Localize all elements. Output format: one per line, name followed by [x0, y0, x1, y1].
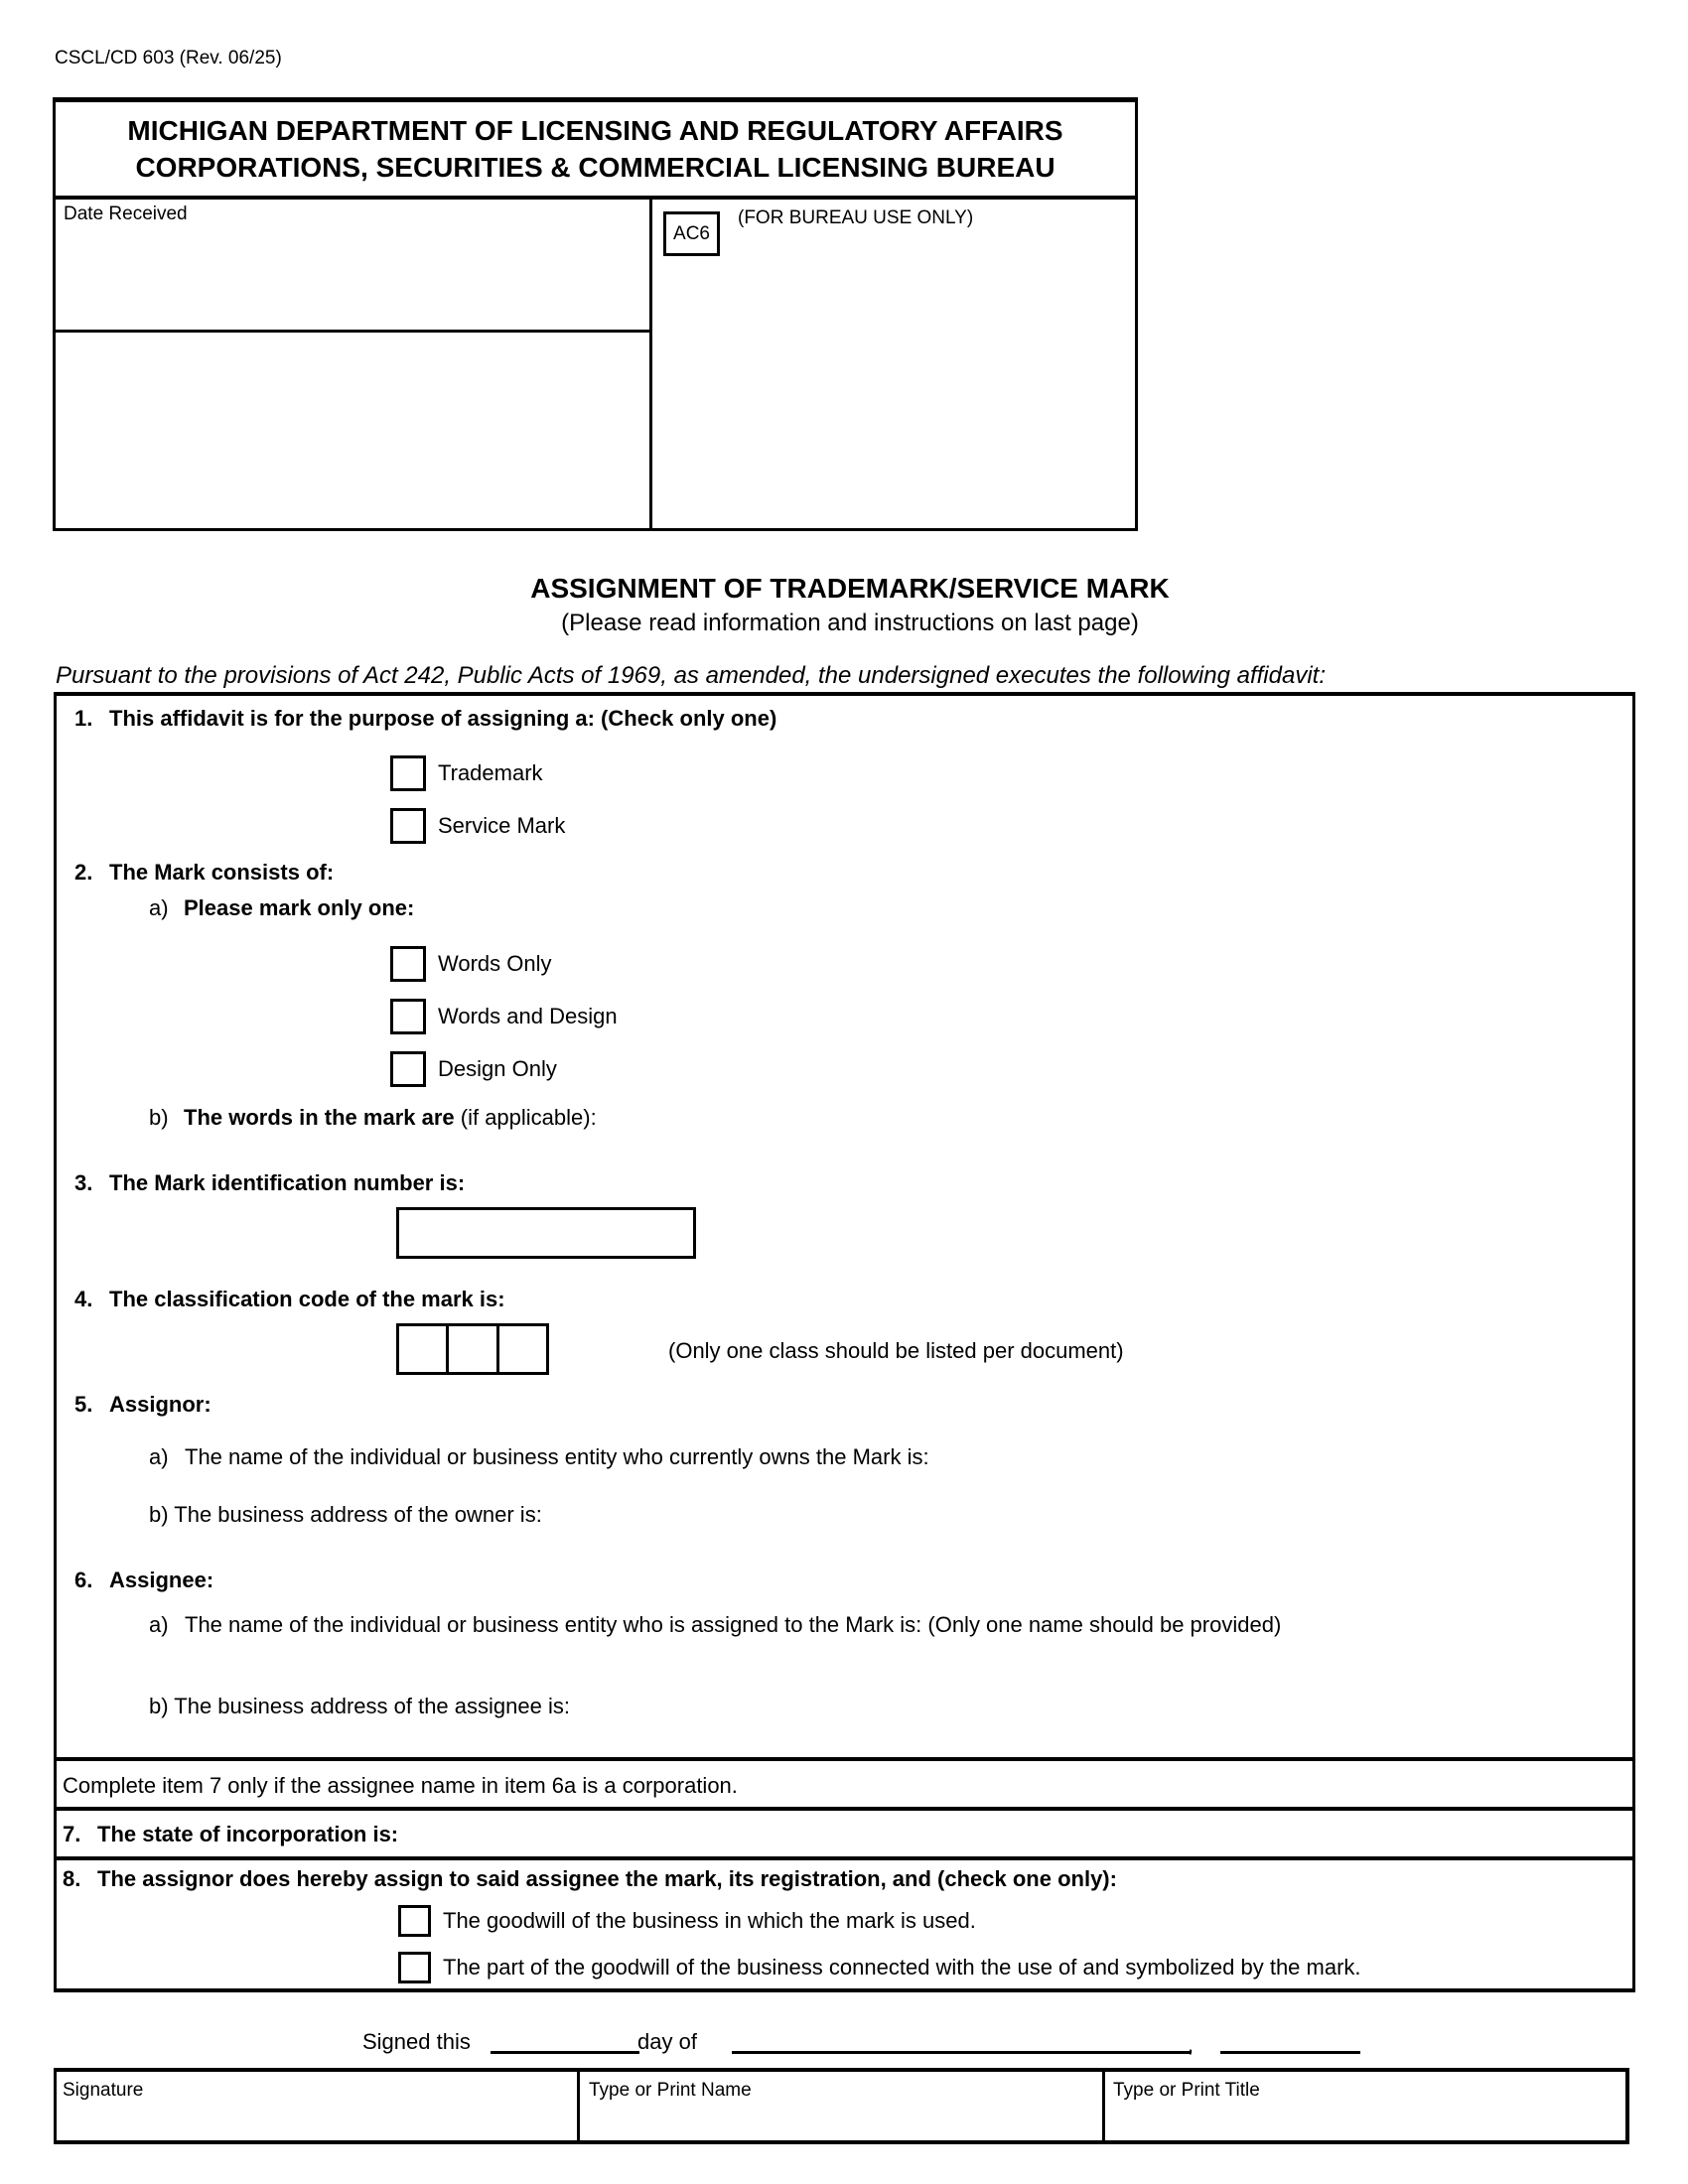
item2b-label	[184, 1105, 597, 1131]
item5b-label: b) The business address of the owner is:	[149, 1502, 542, 1527]
mark-id-number-field[interactable]	[396, 1207, 696, 1259]
item2a-prefix: a)	[149, 895, 169, 920]
item6b-label: b) The business address of the assignee is:	[149, 1694, 570, 1718]
service-mark-checkbox[interactable]	[390, 808, 426, 844]
signature-label: Signature	[63, 2080, 144, 2101]
item2-number: 2.	[74, 860, 93, 885]
ac6-label: AC6	[673, 222, 710, 244]
trademark-label: Trademark	[438, 760, 543, 785]
item4-label: The classification code of the mark is:	[109, 1287, 505, 1311]
design-only-label: Design Only	[438, 1056, 557, 1081]
form-title: ASSIGNMENT OF TRADEMARK/SERVICE MARK	[530, 573, 1170, 604]
date-received-field[interactable]	[62, 230, 646, 326]
item2b-label-main: The words in the mark are	[184, 1105, 455, 1130]
goodwill-whole-checkbox[interactable]	[398, 1905, 431, 1937]
signed-this-label: Signed this	[362, 2029, 471, 2054]
classification-code-boxes	[396, 1323, 549, 1375]
class-code-note: (Only one class should be listed per document)	[668, 1338, 1124, 1363]
item7-number: 7.	[63, 1822, 81, 1846]
print-name-label: Type or Print Name	[589, 2080, 752, 2101]
item2b-label-note: (if applicable):	[454, 1105, 597, 1130]
item5-label: Assignor:	[109, 1392, 211, 1417]
print-title-label: Type or Print Title	[1113, 2080, 1260, 2101]
header-divider	[53, 196, 1138, 200]
bureau-use-label: (FOR BUREAU USE ONLY)	[738, 207, 974, 228]
trademark-checkbox[interactable]	[390, 755, 426, 791]
item5a-prefix: a)	[149, 1444, 169, 1469]
preamble: Pursuant to the provisions of Act 242, Public Acts of 1969, as amended, the undersigned executes the following affidavit:	[56, 662, 1326, 689]
day-of-label: day of	[637, 2029, 697, 2054]
form-subtitle: (Please read information and instructions on last page)	[561, 610, 1139, 636]
class-code-digit-1[interactable]	[399, 1326, 449, 1372]
item2a-label: Please mark only one:	[184, 895, 415, 920]
words-and-design-label: Words and Design	[438, 1004, 618, 1028]
print-name-field[interactable]	[586, 2103, 1098, 2140]
words-only-checkbox[interactable]	[390, 946, 426, 982]
mark-words-field[interactable]	[655, 1102, 1613, 1138]
form-code: CSCL/CD 603 (Rev. 06/25)	[55, 48, 282, 68]
section-divider-2	[54, 1807, 1635, 1811]
ac6-code-box	[663, 211, 720, 256]
item6-label: Assignee:	[109, 1568, 214, 1592]
signed-month-field[interactable]	[732, 2025, 1191, 2054]
item5-number: 5.	[74, 1392, 93, 1417]
item5a-label: The name of the individual or business entity who currently owns the Mark is:	[185, 1444, 929, 1469]
header-vertical-divider	[649, 198, 652, 529]
department-name: MICHIGAN DEPARTMENT OF LICENSING AND REGULATORY AFFAIRS	[127, 115, 1063, 146]
item1-label: This affidavit is for the purpose of assigning a: (Check only one)	[109, 706, 777, 731]
item8-label: The assignor does hereby assign to said assignee the mark, its registration, and (check one only):	[97, 1866, 1117, 1891]
state-of-incorporation-field[interactable]	[447, 1819, 1622, 1852]
item6a-prefix: a)	[149, 1612, 169, 1637]
signed-year-field[interactable]	[1220, 2025, 1360, 2054]
date-comma: ,	[1188, 2032, 1195, 2057]
section-divider-3	[54, 1856, 1635, 1860]
signature-divider-2	[1102, 2070, 1105, 2142]
section-divider-1	[54, 1757, 1635, 1761]
date-received-divider	[55, 330, 650, 333]
assignor-address-field[interactable]	[606, 1499, 1622, 1535]
item6-number: 6.	[74, 1568, 93, 1592]
item3-number: 3.	[74, 1170, 93, 1195]
signed-day-field[interactable]	[491, 2025, 639, 2054]
goodwill-part-label: The part of the goodwill of the business connected with the use of and symbolized by the mark.	[443, 1955, 1361, 1979]
date-received-label: Date Received	[64, 204, 188, 224]
item7-label: The state of incorporation is:	[97, 1822, 399, 1846]
bureau-name: CORPORATIONS, SECURITIES & COMMERCIAL LICENSING BUREAU	[135, 152, 1055, 183]
goodwill-part-checkbox[interactable]	[398, 1952, 431, 1983]
item4-number: 4.	[74, 1287, 93, 1311]
item3-label: The Mark identification number is:	[109, 1170, 466, 1195]
corporation-note: Complete item 7 only if the assignee name in item 6a is a corporation.	[63, 1773, 738, 1798]
item2-label: The Mark consists of:	[109, 860, 335, 885]
class-code-digit-2[interactable]	[449, 1326, 498, 1372]
service-mark-label: Service Mark	[438, 813, 566, 838]
item8-number: 8.	[63, 1866, 81, 1891]
item1-number: 1.	[74, 706, 93, 731]
words-and-design-checkbox[interactable]	[390, 999, 426, 1034]
assignor-name-field[interactable]	[1033, 1441, 1622, 1477]
signature-field[interactable]	[60, 2103, 571, 2138]
item2b-prefix: b)	[149, 1105, 169, 1130]
design-only-checkbox[interactable]	[390, 1051, 426, 1087]
assignee-name-field[interactable]	[185, 1648, 1618, 1684]
class-code-digit-3[interactable]	[499, 1326, 546, 1372]
item6a-label: The name of the individual or business entity who is assigned to the Mark is: (Only one name should be provided)	[185, 1612, 1282, 1637]
signature-divider-1	[577, 2070, 580, 2142]
goodwill-whole-label: The goodwill of the business in which the mark is used.	[443, 1908, 976, 1933]
print-title-field[interactable]	[1110, 2103, 1625, 2140]
assignee-address-field[interactable]	[635, 1691, 1622, 1726]
words-only-label: Words Only	[438, 951, 552, 976]
